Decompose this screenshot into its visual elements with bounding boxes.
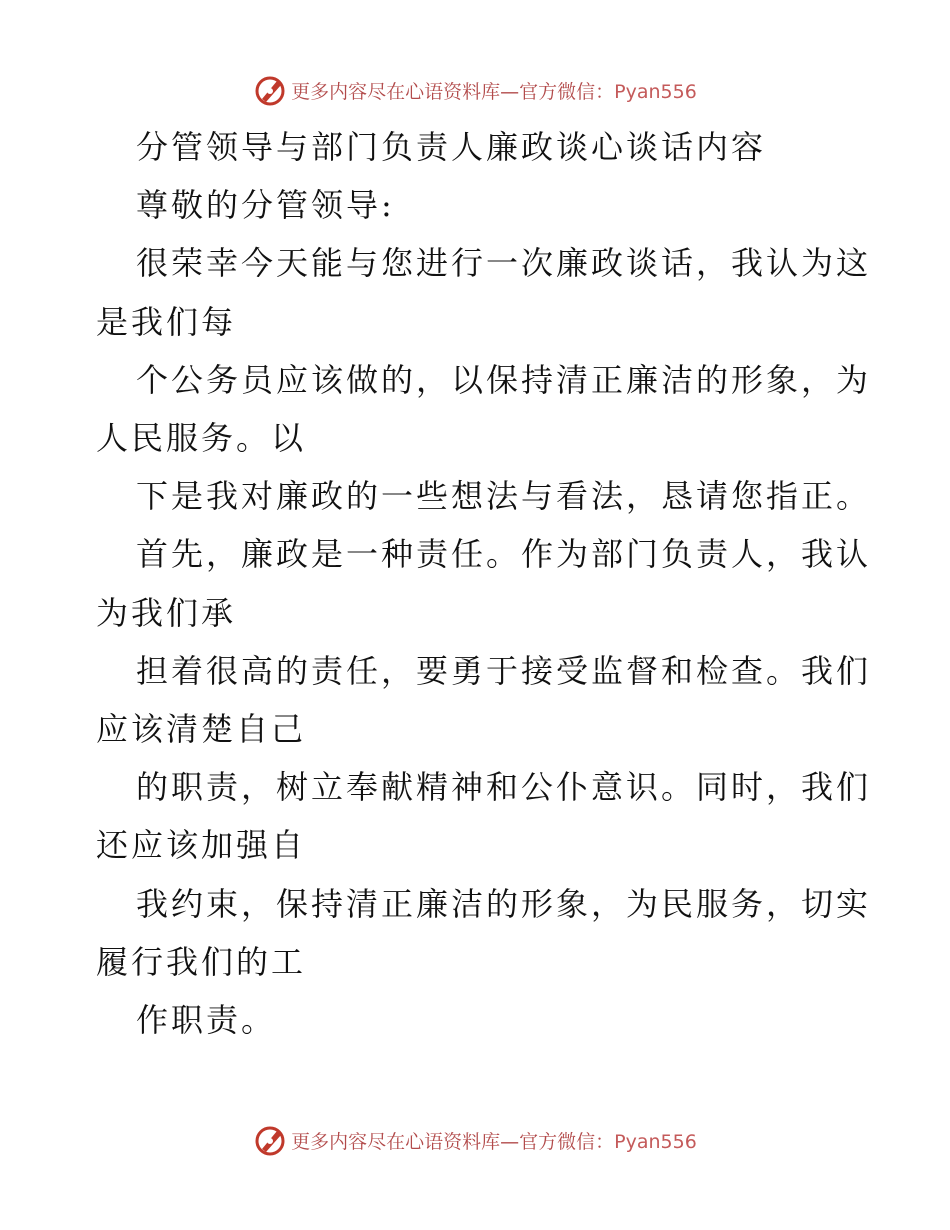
pen-circle-logo-icon bbox=[253, 1123, 287, 1157]
paragraph-line: 还应该加强自 bbox=[96, 826, 307, 865]
footer-watermark bbox=[0, 1120, 950, 1160]
paragraph-line: 应该清楚自己 bbox=[96, 710, 307, 749]
paragraph-line: 首先，廉政是一种责任。作为部门负责人，我认 bbox=[136, 535, 872, 574]
paragraph-line: 是我们每 bbox=[96, 302, 237, 341]
paragraph-line: 很荣幸今天能与您进行一次廉政谈话，我认为这 bbox=[136, 244, 872, 283]
paragraph-line: 下是我对廉政的一些想法与看法，恳请您指正。 bbox=[136, 477, 872, 516]
document-body bbox=[96, 118, 872, 1049]
footer-watermark-text bbox=[291, 1127, 697, 1154]
paragraph-line: 个公务员应该做的，以保持清正廉洁的形象，为 bbox=[136, 360, 872, 399]
paragraph-line: 担着很高的责任，要勇于接受监督和检查。我们 bbox=[136, 651, 872, 690]
pen-circle-logo-icon bbox=[253, 73, 287, 107]
paragraph-line: 的职责，树立奉献精神和公仆意识。同时，我们 bbox=[136, 768, 872, 807]
paragraph-line: 我约束，保持清正廉洁的形象，为民服务，切实 bbox=[136, 884, 872, 923]
watermark-label: 更多内容尽在心语资料库—官方微信： bbox=[291, 80, 615, 103]
paragraph-line: 为我们承 bbox=[96, 593, 237, 632]
wechat-id: Pyan556 bbox=[614, 1130, 697, 1153]
paragraph-line: 人民服务。以 bbox=[96, 419, 307, 458]
document-title: 分管领导与部门负责人廉政谈心谈话内容 bbox=[136, 128, 767, 166]
watermark-label: 更多内容尽在心语资料库—官方微信： bbox=[291, 1130, 615, 1153]
paragraph-line: 作职责。 bbox=[136, 1001, 277, 1040]
header-watermark bbox=[0, 70, 950, 110]
paragraph-line: 履行我们的工 bbox=[96, 942, 307, 981]
wechat-id: Pyan556 bbox=[614, 80, 697, 103]
header-watermark-text bbox=[291, 77, 697, 104]
salutation: 尊敬的分管领导: bbox=[136, 186, 395, 225]
